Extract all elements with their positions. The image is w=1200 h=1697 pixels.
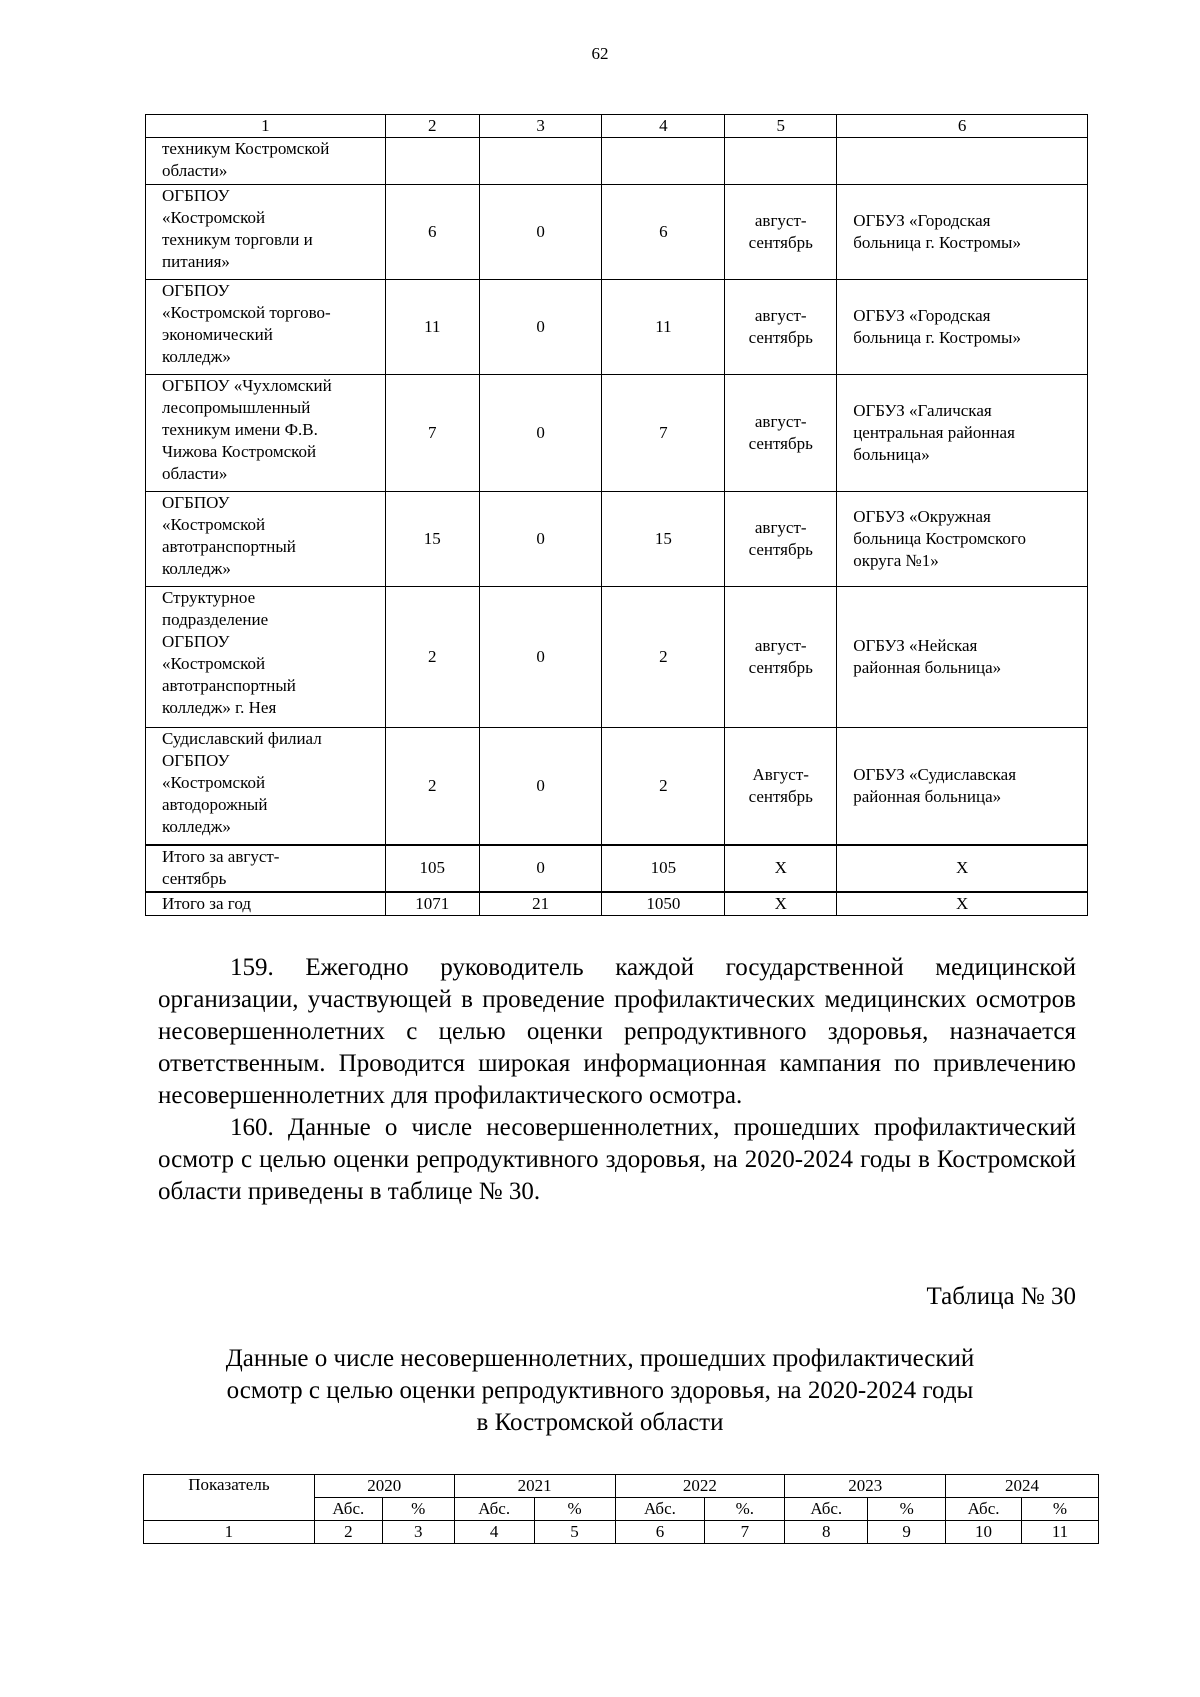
cell-period: [725, 138, 837, 185]
sub-header: Абс.: [785, 1498, 868, 1521]
col-header: 3: [479, 115, 602, 138]
sub-header: %: [382, 1498, 454, 1521]
column-number: 2: [314, 1521, 382, 1544]
table-header-row: [146, 115, 1088, 138]
column-number: 1: [144, 1521, 315, 1544]
paragraph-160: 160. Данные о числе несовершеннолетних, прошедших профилактический осмотр с целью оценки репродуктивного здоровья, на 2020-2024 годы в Костромской области приведены в таблице № 30.: [158, 1114, 1076, 1205]
cell-organization: ОГБУЗ «Галичская центральная районная больница»: [837, 375, 1088, 492]
table-30: [143, 1474, 1099, 1544]
cell-col3: 0: [479, 375, 602, 492]
institution-name: ОГБПОУ «Костромской техникум торговли и питания»: [146, 185, 386, 280]
sub-header: %: [868, 1498, 946, 1521]
cell-organization: ОГБУЗ «Городская больница г. Костромы»: [837, 185, 1088, 280]
column-number: 10: [946, 1521, 1022, 1544]
page-number: 62: [591, 44, 609, 63]
col-header: 1: [146, 115, 386, 138]
institution-name: Итого за август- сентябрь: [146, 845, 386, 892]
column-number: 5: [534, 1521, 615, 1544]
year-header: 2021: [454, 1475, 615, 1498]
cell-col4: 11: [602, 280, 725, 375]
column-number: 7: [705, 1521, 785, 1544]
cell-col4: 6: [602, 185, 725, 280]
body-text: [158, 952, 1076, 1208]
cell-total: 105: [385, 845, 479, 892]
year-header: 2020: [314, 1475, 454, 1498]
cell-total: 15: [385, 492, 479, 587]
cell-col4: 2: [602, 587, 725, 728]
cell-col4: [602, 138, 725, 185]
institution-name: Судиславский филиал ОГБПОУ «Костромской автодорожный колледж»: [146, 728, 386, 845]
paragraph-159: 159. Ежегодно руководитель каждой государственной медицинской организации, участвующей в проведение профилактических медицинских осмотров несовершеннолетних с целью оценки репродуктивного здоровья, назначается ответственным. Проводится широкая информационная кампания по привлечению несовершеннолетних для профилактического осмотра.: [158, 954, 1076, 1109]
cell-total: 6: [385, 185, 479, 280]
sub-header: Абс.: [946, 1498, 1022, 1521]
column-number: 4: [454, 1521, 534, 1544]
institution-name: ОГБПОУ «Чухломский лесопромышленный техникум имени Ф.В. Чижова Костромской области»: [146, 375, 386, 492]
cell-col4: 15: [602, 492, 725, 587]
col-header: 6: [837, 115, 1088, 138]
cell-total: 1071: [385, 892, 479, 916]
table-number-label: Таблица № 30: [926, 1283, 1076, 1310]
column-number-row: [144, 1521, 1099, 1544]
year-header: 2024: [946, 1475, 1099, 1498]
cell-col3: 0: [479, 185, 602, 280]
sub-header: Абс.: [314, 1498, 382, 1521]
institutions-table: [145, 114, 1088, 916]
table-row: [146, 280, 1088, 375]
cell-period: август- сентябрь: [725, 375, 837, 492]
cell-col3: 0: [479, 280, 602, 375]
institution-name: Итого за год: [146, 892, 386, 916]
column-number: 6: [615, 1521, 705, 1544]
cell-period: август- сентябрь: [725, 492, 837, 587]
cell-col3: 0: [479, 728, 602, 845]
cell-organization: [837, 138, 1088, 185]
col-header: 2: [385, 115, 479, 138]
cell-total: [385, 138, 479, 185]
cell-col3: 0: [479, 845, 602, 892]
cell-period: X: [725, 845, 837, 892]
institution-name: ОГБПОУ «Костромской торгово- экономический колледж»: [146, 280, 386, 375]
institution-name: техникум Костромской области»: [146, 138, 386, 185]
table-header-row: [144, 1475, 1099, 1498]
cell-col3: 21: [479, 892, 602, 916]
subtotal-row: [146, 845, 1088, 892]
col-header: 5: [725, 115, 837, 138]
cell-total: 2: [385, 728, 479, 845]
cell-col3: 0: [479, 492, 602, 587]
indicator-header: Показатель: [144, 1475, 315, 1521]
cell-col4: 105: [602, 845, 725, 892]
col-header: 4: [602, 115, 725, 138]
column-number: 3: [382, 1521, 454, 1544]
cell-period: Август- сентябрь: [725, 728, 837, 845]
cell-col4: 7: [602, 375, 725, 492]
table-row: [146, 492, 1088, 587]
table-row: [146, 728, 1088, 845]
cell-col4: 2: [602, 728, 725, 845]
cell-total: 11: [385, 280, 479, 375]
cell-organization: X: [837, 845, 1088, 892]
cell-col3: 0: [479, 587, 602, 728]
cell-total: 7: [385, 375, 479, 492]
sub-header: Абс.: [454, 1498, 534, 1521]
cell-period: август- сентябрь: [725, 185, 837, 280]
sub-header: Абс.: [615, 1498, 705, 1521]
column-number: 11: [1022, 1521, 1099, 1544]
year-header: 2022: [615, 1475, 785, 1498]
sub-header: %: [534, 1498, 615, 1521]
cell-organization: X: [837, 892, 1088, 916]
cell-col3: [479, 138, 602, 185]
year-header: 2023: [785, 1475, 946, 1498]
cell-organization: ОГБУЗ «Окружная больница Костромского округа №1»: [837, 492, 1088, 587]
cell-period: август- сентябрь: [725, 280, 837, 375]
cell-organization: ОГБУЗ «Судиславская районная больница»: [837, 728, 1088, 845]
table-row: [146, 185, 1088, 280]
table-row: [146, 587, 1088, 728]
cell-col4: 1050: [602, 892, 725, 916]
institution-name: Структурное подразделение ОГБПОУ «Костромской автотранспортный колледж» г. Нея: [146, 587, 386, 728]
cell-organization: ОГБУЗ «Нейская районная больница»: [837, 587, 1088, 728]
cell-total: 2: [385, 587, 479, 728]
sub-header: %.: [705, 1498, 785, 1521]
cell-period: X: [725, 892, 837, 916]
cell-period: август- сентябрь: [725, 587, 837, 728]
table-row: [146, 375, 1088, 492]
cell-organization: ОГБУЗ «Городская больница г. Костромы»: [837, 280, 1088, 375]
total-row: [146, 892, 1088, 916]
sub-header: %: [1022, 1498, 1099, 1521]
column-number: 8: [785, 1521, 868, 1544]
table-title: Данные о числе несовершеннолетних, прошедших профилактический осмотр с целью оценки репродуктивного здоровья, на 2020-2024 годы в Костромской области: [225, 1345, 975, 1436]
table-row: [146, 138, 1088, 185]
institution-name: ОГБПОУ «Костромской автотранспортный колледж»: [146, 492, 386, 587]
column-number: 9: [868, 1521, 946, 1544]
